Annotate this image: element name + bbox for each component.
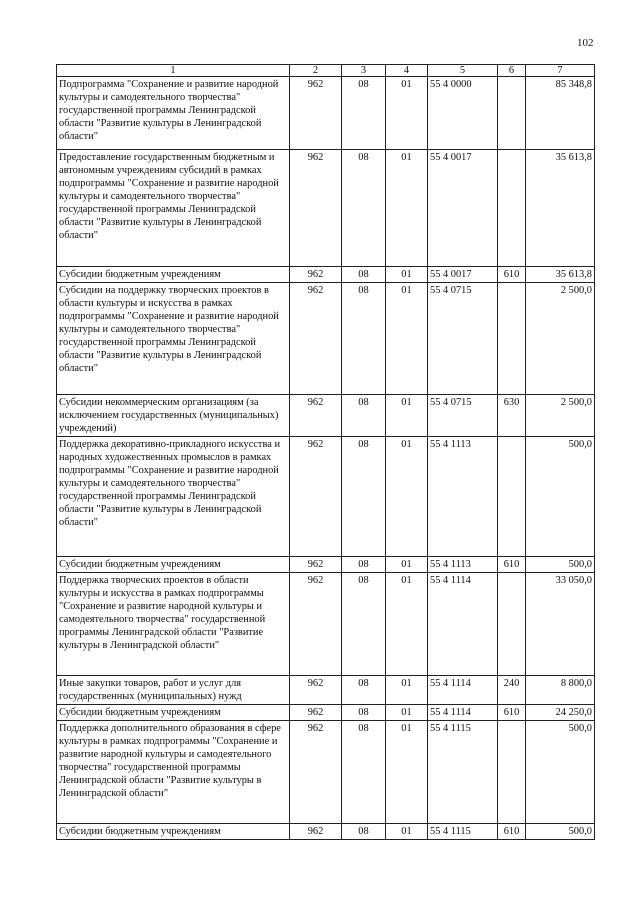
row-subsection: 01	[386, 150, 428, 267]
row-target-code: 55 4 0017	[428, 267, 498, 283]
header-cell: 7	[526, 65, 595, 77]
header-cell: 1	[57, 65, 290, 77]
row-target-code: 55 4 1115	[428, 824, 498, 840]
row-target-code: 55 4 1113	[428, 557, 498, 573]
table-row	[57, 267, 595, 283]
row-target-code: 55 4 1114	[428, 705, 498, 721]
row-section: 08	[342, 437, 386, 557]
row-expense-type	[498, 721, 526, 824]
page-number: 102	[577, 37, 594, 49]
table-row	[57, 705, 595, 721]
header-cell: 4	[386, 65, 428, 77]
table-row	[57, 824, 595, 840]
row-expense-type: 610	[498, 705, 526, 721]
row-subsection: 01	[386, 267, 428, 283]
row-grbs: 962	[290, 395, 342, 437]
row-description: Поддержка декоративно-прикладного искусства и народных художественных промыслов в рамках подпрограммы "Сохранение и развитие народной культуры и самодеятельного творчества" государственной программы Ленинградской области "Развитие культуры в Ленинградской области"	[57, 437, 290, 557]
row-grbs: 962	[290, 283, 342, 395]
row-subsection: 01	[386, 77, 428, 150]
row-grbs: 962	[290, 557, 342, 573]
row-target-code: 55 4 0715	[428, 283, 498, 395]
row-target-code: 55 4 0017	[428, 150, 498, 267]
row-expense-type: 610	[498, 824, 526, 840]
row-description: Субсидии некоммерческим организациям (за исключением государственных (муниципальных) учреждений)	[57, 395, 290, 437]
row-subsection: 01	[386, 395, 428, 437]
row-grbs: 962	[290, 150, 342, 267]
table-row	[57, 557, 595, 573]
row-expense-type	[498, 283, 526, 395]
budget-table	[56, 64, 595, 840]
row-description: Предоставление государственным бюджетным и автономным учреждениям субсидий в рамках подпрограммы "Сохранение и развитие народной культуры и самодеятельного творчества" государственной программы Ленинградской области "Развитие культуры в Ленинградской области"	[57, 150, 290, 267]
table-row	[57, 573, 595, 676]
row-section: 08	[342, 283, 386, 395]
row-expense-type	[498, 573, 526, 676]
row-amount: 35 613,8	[526, 267, 595, 283]
table-row	[57, 721, 595, 824]
row-section: 08	[342, 573, 386, 676]
row-description: Субсидии бюджетным учреждениям	[57, 267, 290, 283]
row-amount: 35 613,8	[526, 150, 595, 267]
row-section: 08	[342, 150, 386, 267]
row-section: 08	[342, 676, 386, 705]
table-row	[57, 676, 595, 705]
header-row	[57, 65, 595, 77]
row-grbs: 962	[290, 573, 342, 676]
row-subsection: 01	[386, 283, 428, 395]
row-section: 08	[342, 267, 386, 283]
row-section: 08	[342, 824, 386, 840]
row-section: 08	[342, 395, 386, 437]
row-subsection: 01	[386, 824, 428, 840]
row-amount: 500,0	[526, 824, 595, 840]
table-row	[57, 395, 595, 437]
row-amount: 8 800,0	[526, 676, 595, 705]
row-subsection: 01	[386, 437, 428, 557]
row-expense-type: 240	[498, 676, 526, 705]
row-subsection: 01	[386, 705, 428, 721]
row-section: 08	[342, 705, 386, 721]
table-row	[57, 77, 595, 150]
row-section: 08	[342, 557, 386, 573]
row-target-code: 55 4 1114	[428, 573, 498, 676]
table-row	[57, 150, 595, 267]
row-subsection: 01	[386, 676, 428, 705]
row-grbs: 962	[290, 77, 342, 150]
row-description: Субсидии бюджетным учреждениям	[57, 705, 290, 721]
row-amount: 500,0	[526, 557, 595, 573]
row-amount: 2 500,0	[526, 395, 595, 437]
row-section: 08	[342, 77, 386, 150]
row-description: Иные закупки товаров, работ и услуг для государственных (муниципальных) нужд	[57, 676, 290, 705]
row-grbs: 962	[290, 676, 342, 705]
header-cell: 6	[498, 65, 526, 77]
row-expense-type: 610	[498, 557, 526, 573]
row-expense-type: 630	[498, 395, 526, 437]
row-grbs: 962	[290, 721, 342, 824]
row-target-code: 55 4 1114	[428, 676, 498, 705]
row-amount: 85 348,8	[526, 77, 595, 150]
row-section: 08	[342, 721, 386, 824]
table-row	[57, 437, 595, 557]
row-description: Субсидии бюджетным учреждениям	[57, 824, 290, 840]
row-grbs: 962	[290, 824, 342, 840]
row-description: Субсидии на поддержку творческих проектов в области культуры и искусства в рамках подпрограммы "Сохранение и развитие народной культуры и самодеятельного творчества" государственной программы Ленинградской области "Развитие культуры в Ленинградской области"	[57, 283, 290, 395]
row-amount: 500,0	[526, 437, 595, 557]
row-description: Подпрограмма "Сохранение и развитие народной культуры и самодеятельного творчества" государственной программы Ленинградской области "Развитие культуры в Ленинградской области"	[57, 77, 290, 150]
header-cell: 2	[290, 65, 342, 77]
row-amount: 33 050,0	[526, 573, 595, 676]
row-target-code: 55 4 1113	[428, 437, 498, 557]
header-cell: 3	[342, 65, 386, 77]
row-expense-type: 610	[498, 267, 526, 283]
row-amount: 2 500,0	[526, 283, 595, 395]
row-target-code: 55 4 0000	[428, 77, 498, 150]
row-target-code: 55 4 0715	[428, 395, 498, 437]
row-subsection: 01	[386, 721, 428, 824]
row-expense-type	[498, 150, 526, 267]
row-expense-type	[498, 437, 526, 557]
row-grbs: 962	[290, 705, 342, 721]
row-subsection: 01	[386, 573, 428, 676]
row-target-code: 55 4 1115	[428, 721, 498, 824]
row-subsection: 01	[386, 557, 428, 573]
row-grbs: 962	[290, 267, 342, 283]
row-description: Поддержка дополнительного образования в сфере культуры в рамках подпрограммы "Сохранение и развитие народной культуры и самодеятельного творчества" государственной программы Ленинградской области "Развитие культуры в Ленинградской области"	[57, 721, 290, 824]
row-description: Субсидии бюджетным учреждениям	[57, 557, 290, 573]
table-row	[57, 283, 595, 395]
row-amount: 500,0	[526, 721, 595, 824]
row-description: Поддержка творческих проектов в области культуры и искусства в рамках подпрограммы "Сохранение и развитие народной культуры и самодеятельного творчества" государственной программы Ленинградской области "Развитие культуры в Ленинградской области"	[57, 573, 290, 676]
header-cell: 5	[428, 65, 498, 77]
row-grbs: 962	[290, 437, 342, 557]
row-amount: 24 250,0	[526, 705, 595, 721]
row-expense-type	[498, 77, 526, 150]
